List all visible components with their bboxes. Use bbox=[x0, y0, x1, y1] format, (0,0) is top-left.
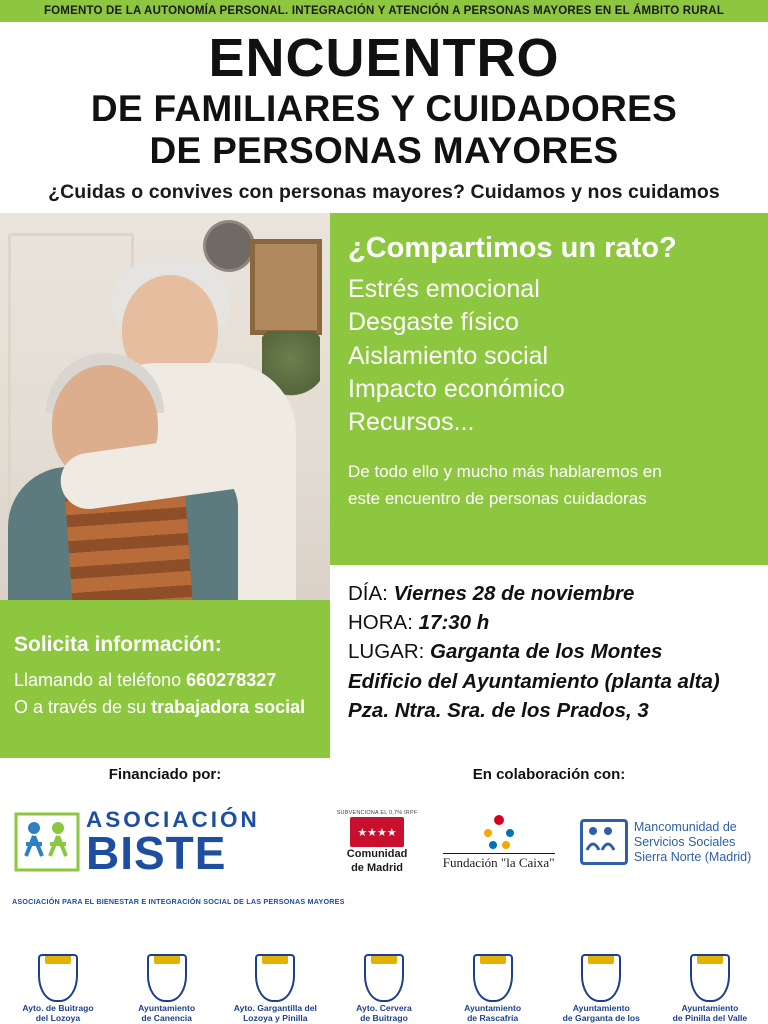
caixa-star-svg bbox=[479, 813, 519, 851]
caixa-star-icon bbox=[479, 813, 519, 851]
comunidad-madrid-logo bbox=[337, 810, 418, 874]
subtitle: ¿Cuidas o convives con personas mayores? Cuidamos y nos cuidamos bbox=[48, 181, 720, 204]
contact-phone-number[interactable]: 660278327 bbox=[186, 670, 277, 690]
event-details bbox=[330, 565, 768, 758]
contact-alt-text: O a través de su bbox=[14, 697, 147, 717]
crown-icon bbox=[588, 955, 614, 964]
contact-alt-bold: trabajadora social bbox=[151, 697, 306, 717]
title-line-2: DE FAMILIARES Y CUIDADORES bbox=[90, 88, 678, 130]
biste-tagline: ASOCIACIÓN PARA EL BIENESTAR E INTEGRACIÓN SOCIAL DE LAS PERSONAS MAYORES bbox=[12, 897, 345, 907]
topics-closing-line-1: De todo ello y mucho más hablaremos en bbox=[348, 462, 662, 482]
list-item: Estrés emocional bbox=[348, 275, 540, 304]
crest-label-1: Ayto. Cervera bbox=[356, 1003, 412, 1014]
topics-closing bbox=[348, 459, 752, 512]
town-crests bbox=[0, 952, 768, 1024]
detail-time-value: 17:30 h bbox=[418, 611, 490, 635]
crest-label-2: de Buitrago bbox=[360, 1013, 408, 1024]
detail-place-label: LUGAR: bbox=[348, 640, 425, 664]
crest-label-2: de Canencia bbox=[141, 1013, 192, 1024]
detail-place-line-2: Edificio del Ayuntamiento (planta alta) bbox=[348, 669, 720, 693]
biste-mark-icon bbox=[14, 812, 80, 872]
collaboration-label: En colaboración con: bbox=[472, 766, 626, 784]
sponsor-headings bbox=[0, 758, 768, 783]
detail-time-label: HORA: bbox=[348, 611, 413, 635]
detail-day bbox=[348, 579, 758, 608]
mancomunidad-line-1: Mancomunidad de bbox=[633, 820, 737, 835]
contact-alt-line bbox=[14, 694, 318, 721]
mancomunidad-line-3: Sierra Norte (Madrid) bbox=[633, 849, 752, 864]
comunidad-name-2: de Madrid bbox=[351, 861, 404, 874]
picture-frame bbox=[250, 239, 322, 335]
mancomunidad-line-2: Servicios Sociales bbox=[633, 834, 736, 849]
list-item bbox=[223, 954, 327, 1024]
crest-icon bbox=[38, 954, 78, 1002]
list-item: Aislamiento social bbox=[348, 341, 549, 370]
crown-icon bbox=[371, 955, 397, 964]
crest-label-2: de Rascafría bbox=[467, 1013, 519, 1024]
biste-people-icon bbox=[14, 812, 80, 872]
crest-label-2: del Lozoya bbox=[35, 1013, 81, 1024]
mancomunidad-text bbox=[634, 820, 751, 864]
topics-list bbox=[348, 273, 752, 439]
title-line-1: ENCUENTRO bbox=[208, 27, 560, 88]
crest-label-1: Ayto. Gargantilla del bbox=[233, 1003, 317, 1014]
crest-label-1: Ayto. de Buitrago bbox=[22, 1003, 94, 1014]
crest-label-2: de Pinilla del Valle bbox=[672, 1013, 748, 1024]
collaborators bbox=[324, 810, 764, 874]
comunidad-shield-icon bbox=[350, 817, 404, 847]
crown-icon bbox=[45, 955, 71, 964]
financed-label: Financiado por: bbox=[108, 766, 222, 784]
wall-mirror bbox=[206, 223, 252, 269]
crown-icon bbox=[154, 955, 180, 964]
topics-box bbox=[330, 213, 768, 565]
biste-word-biste: BISTE bbox=[86, 826, 227, 879]
right-column bbox=[330, 213, 768, 758]
comunidad-name-1: Comunidad bbox=[346, 848, 408, 861]
caixa-name: Fundación "la Caixa" bbox=[442, 855, 555, 871]
crown-icon bbox=[480, 955, 506, 964]
list-item bbox=[549, 954, 653, 1024]
contact-title: Solicita información: bbox=[14, 633, 222, 656]
detail-day-label: DÍA: bbox=[348, 582, 388, 606]
contact-phone-text: Llamando al teléfono bbox=[14, 670, 182, 690]
crest-label-1: Ayuntamiento bbox=[138, 1003, 196, 1014]
crest-icon bbox=[255, 954, 295, 1002]
crest-label-1: Ayuntamiento bbox=[681, 1003, 739, 1014]
crest-label-2: Lozoya y Pinilla bbox=[243, 1013, 308, 1024]
detail-place-value: Garganta de los Montes bbox=[430, 640, 663, 664]
mancomunidad-icon bbox=[580, 819, 628, 865]
mancomunidad-people-svg bbox=[583, 822, 619, 856]
detail-place bbox=[348, 637, 758, 666]
biste-word-asociacion: ASOCIACIÓN bbox=[86, 807, 260, 833]
crest-icon bbox=[690, 954, 730, 1002]
mancomunidad-logo bbox=[580, 819, 751, 865]
list-item bbox=[115, 954, 219, 1024]
list-item bbox=[332, 954, 436, 1024]
detail-place-line-3: Pza. Ntra. Sra. de los Prados, 3 bbox=[348, 698, 649, 722]
list-item: Recursos... bbox=[348, 408, 475, 437]
crest-icon bbox=[147, 954, 187, 1002]
sponsors-area bbox=[0, 758, 768, 1024]
list-item bbox=[658, 954, 762, 1024]
crest-label-2: de Garganta de los bbox=[562, 1013, 640, 1024]
topics-closing-line-2: este encuentro de personas cuidadoras bbox=[348, 488, 647, 508]
crown-icon bbox=[697, 955, 723, 964]
caixa-logo bbox=[443, 813, 555, 871]
list-item: Desgaste físico bbox=[348, 308, 519, 337]
detail-time bbox=[348, 608, 758, 637]
logo-row bbox=[0, 783, 768, 895]
program-banner: FOMENTO DE LA AUTONOMÍA PERSONAL. INTEGRACIÓN Y ATENCIÓN A PERSONAS MAYORES EN EL ÁMBITO RURAL bbox=[0, 0, 768, 22]
comunidad-stars-icon: ★★★★ bbox=[357, 826, 397, 839]
crest-icon bbox=[364, 954, 404, 1002]
crown-icon bbox=[262, 955, 288, 964]
list-item: Impacto económico bbox=[348, 374, 565, 403]
page-title bbox=[0, 22, 768, 172]
contact-info bbox=[0, 615, 330, 731]
crest-label-1: Ayuntamiento bbox=[572, 1003, 630, 1014]
comunidad-irpf-note: SUBVENCIONA EL 0,7% IRPF bbox=[336, 810, 418, 817]
detail-day-value: Viernes 28 de noviembre bbox=[393, 582, 635, 606]
list-item bbox=[6, 954, 110, 1024]
crest-label-1: Ayuntamiento bbox=[464, 1003, 522, 1014]
list-item bbox=[441, 954, 545, 1024]
title-line-3: DE PERSONAS MAYORES bbox=[149, 129, 619, 171]
topics-question: ¿Compartimos un rato? bbox=[348, 232, 677, 265]
biste-wordmark bbox=[86, 807, 260, 879]
crest-icon bbox=[581, 954, 621, 1002]
biste-logo bbox=[4, 807, 324, 879]
contact-phone-line bbox=[14, 667, 318, 694]
crest-icon bbox=[473, 954, 513, 1002]
